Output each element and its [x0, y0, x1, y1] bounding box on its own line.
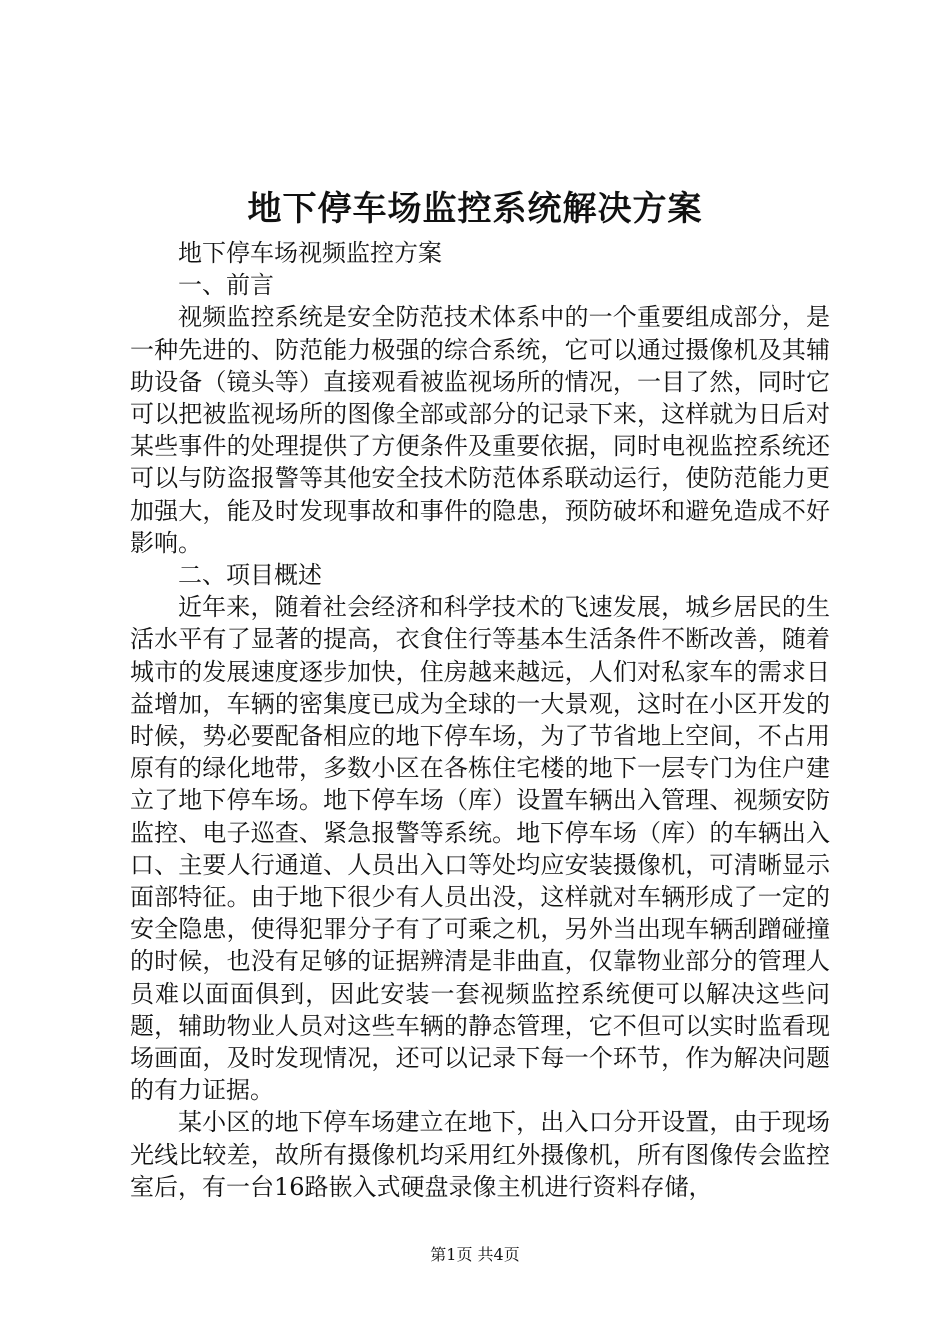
section-heading-preface: 一、前言	[178, 271, 274, 300]
document-body	[130, 237, 830, 1203]
document-title: 地下停车场监控系统解决方案	[247, 189, 703, 229]
project-paragraph: 某小区的地下停车场建立在地下，出入口分开设置，由于现场光线比较差，故所有摄像机均采用红外摄像机，所有图像传会监控室后，有一台16路嵌入式硬盘录像主机进行资料存储，	[130, 1108, 830, 1201]
preface-paragraph: 视频监控系统是安全防范技术体系中的一个重要组成部分，是一种先进的、防范能力极强的综合系统，它可以通过摄像机及其辅助设备（镜头等）直接观看被监视场所的情况，一目了然，同时它可以把被监视场所的图像全部或部分的记录下来，这样就为日后对某些事件的处理提供了方便条件及重要依据，同时电视监控系统还可以与防盗报警等其他安全技术防范体系联动运行，使防范能力更加强大，能及时发现事故和事件的隐患，预防破坏和避免造成不好影响。	[130, 303, 830, 557]
section-heading-overview: 二、项目概述	[178, 561, 322, 590]
page-footer: 第1页 共4页	[430, 1245, 520, 1264]
subtitle-paragraph: 地下停车场视频监控方案	[178, 239, 442, 267]
overview-paragraph: 近年来，随着社会经济和科学技术的飞速发展，城乡居民的生活水平有了显著的提高，衣食住行等基本生活条件不断改善，随着城市的发展速度逐步加快，住房越来越远，人们对私家车的需求日益增加，车辆的密集度已成为全球的一大景观，这时在小区开发的时候，势必要配备相应的地下停车场，为了节省地上空间，不占用原有的绿化地带，多数小区在各栋住宅楼的地下一层专门为住户建立了地下停车场。地下停车场（库）设置车辆出入管理、视频安防监控、电子巡查、紧急报警等系统。地下停车场（库）的车辆出入口、主要人行通道、人员出入口等处均应安装摄像机，可清晰显示面部特征。由于地下很少有人员出没，这样就对车辆形成了一定的安全隐患，使得犯罪分子有了可乘之机，另外当出现车辆刮蹭碰撞的时候，也没有足够的证据辨清是非曲直，仅靠物业部分的管理人员难以面面俱到，因此安装一套视频监控系统便可以解决这些问题，辅助物业人员对这些车辆的静态管理，它不但可以实时监看现场画面，及时发现情况，还可以记录下每一个环节，作为解决问题的有力证据。	[130, 593, 830, 1105]
